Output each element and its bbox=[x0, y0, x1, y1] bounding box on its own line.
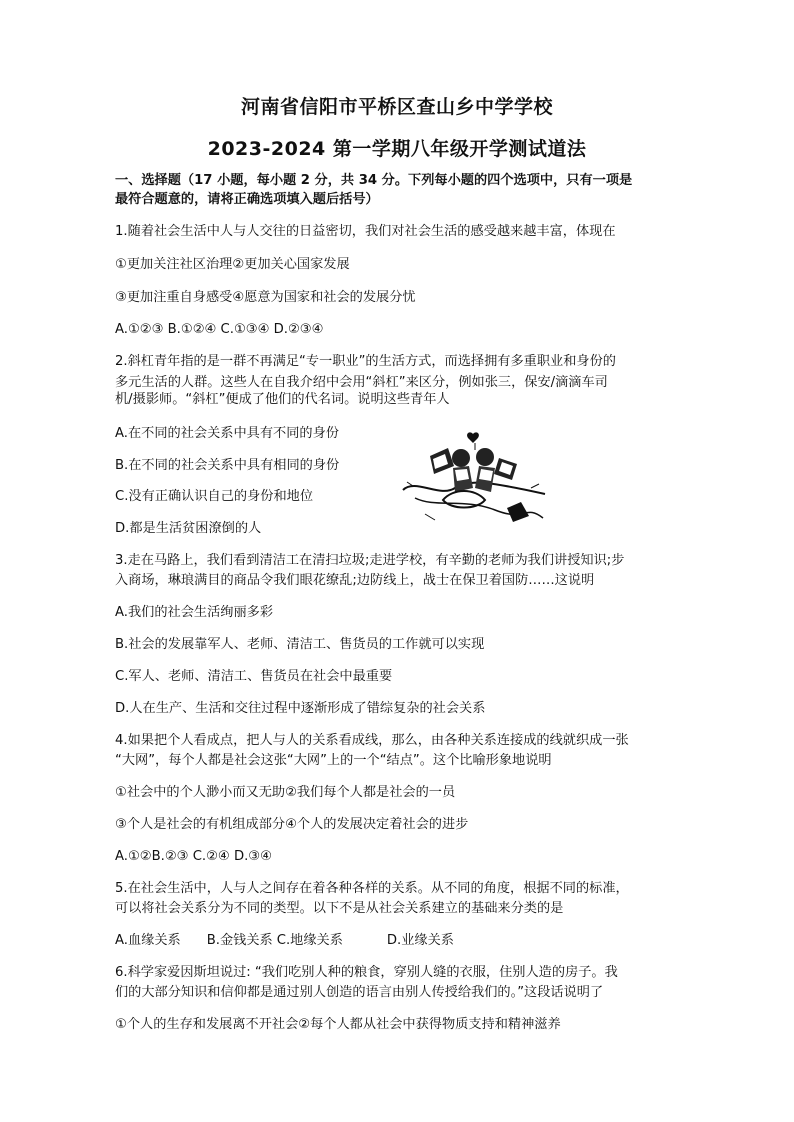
q4-stem-line-2: “大网”，每个人都是社会这张“大网”上的一个“结点”。这个比喻形象地说明 bbox=[115, 753, 552, 768]
q3-option-b: B.社会的发展靠军人、老师、清洁工、售货员的工作就可以实现 bbox=[115, 637, 485, 652]
q1-choices: A.①②③ B.①②④ C.①③④ D.②③④ bbox=[115, 322, 324, 337]
q5-choices bbox=[115, 930, 685, 952]
q5-stem-line-2: 可以将社会关系分为不同的类型。以下不是从社会关系建立的基础来分类的是 bbox=[115, 901, 564, 916]
q3-option-c: C.军人、老师、清洁工、售货员在社会中最重要 bbox=[115, 669, 393, 684]
q4-statements-2: ③个人是社会的有机组成部分④个人的发展决定着社会的进步 bbox=[115, 817, 469, 832]
q4-statements-1: ①社会中的个人渺小而又无助②我们每个人都是社会的一员 bbox=[115, 785, 456, 800]
q3-option-a: A.我们的社会生活绚丽多彩 bbox=[115, 605, 274, 620]
q4-stem-line-1: 4.如果把个人看成点，把人与人的关系看成线，那么，由各种关系连接成的线就织成一张 bbox=[115, 733, 629, 748]
exam-title: 2023-2024 第一学期八年级开学测试道法 bbox=[207, 138, 587, 160]
school-title: 河南省信阳市平桥区查山乡中学学校 bbox=[240, 96, 553, 118]
q2-option-d: D.都是生活贫困潦倒的人 bbox=[115, 521, 262, 536]
question-illustration bbox=[395, 428, 555, 532]
q3-stem-line-1: 3.走在马路上，我们看到清洁工在清扫垃圾;走进学校，有辛勤的老师为我们讲授知识;步 bbox=[115, 553, 625, 568]
q6-stem-line-2: 们的大部分知识和信仰都是通过别人创造的语言由别人传授给我们的。”这段话说明了 bbox=[115, 985, 604, 1000]
q3-option-d: D.人在生产、生活和交往过程中逐渐形成了错综复杂的社会关系 bbox=[115, 701, 486, 716]
q5-option-d: D.业缘关系 bbox=[386, 933, 454, 948]
q2-option-b: B.在不同的社会关系中具有相同的身份 bbox=[115, 458, 340, 473]
q2-stem-line-3: 机/摄影师。“斜杠”便成了他们的代名词。说明这些青年人 bbox=[115, 392, 450, 407]
q5-option-b: B.金钱关系 bbox=[206, 933, 273, 948]
q2-option-a: A.在不同的社会关系中具有不同的身份 bbox=[115, 426, 339, 441]
q5-option-c: C.地缘关系 bbox=[276, 933, 343, 948]
section-instructions-line-2: 最符合题意的，请将正确选项填入题后括号） bbox=[115, 192, 379, 207]
q1-stem: 1.随着社会生活中人与人交往的日益密切，我们对社会生活的感受越来越丰富，体现在 bbox=[115, 224, 616, 239]
q2-stem-line-2: 多元生活的人群。这些人在自我介绍中会用“斜杠”来区分，例如张三，保安/滴滴车司 bbox=[115, 375, 608, 390]
q6-stem-line-1: 6.科学家爱因斯坦说过: “我们吃别人种的粮食，穿别人缝的衣服，住别人造的房子。我 bbox=[115, 965, 618, 980]
section-instructions-line-1: 一、选择题（17 小题，每小题 2 分，共 34 分。下列每小题的四个选项中，只有一项是 bbox=[115, 173, 633, 188]
q3-stem-line-2: 入商场，琳琅满目的商品令我们眼花缭乱;边防线上，战士在保卫着国防……这说明 bbox=[115, 573, 595, 588]
q1-statements-2: ③更加注重自身感受④愿意为国家和社会的发展分忧 bbox=[115, 290, 416, 305]
q2-stem-line-1: 2.斜杠青年指的是一群不再满足“专一职业”的生活方式，而选择拥有多重职业和身份的 bbox=[115, 354, 616, 369]
q5-stem-line-1: 5.在社会生活中，人与人之间存在着各种各样的关系。从不同的角度，根据不同的标准， bbox=[115, 881, 629, 896]
q6-statements-1: ①个人的生存和发展离不开社会②每个人都从社会中获得物质支持和精神滋养 bbox=[115, 1017, 561, 1032]
q5-option-a: A.血缘关系 bbox=[115, 933, 181, 948]
q4-choices: A.①②B.②③ C.②④ D.③④ bbox=[115, 849, 272, 864]
q1-statements-1: ①更加关注社区治理②更加关心国家发展 bbox=[115, 257, 350, 272]
q2-option-c: C.没有正确认识自己的身份和地位 bbox=[115, 489, 314, 504]
